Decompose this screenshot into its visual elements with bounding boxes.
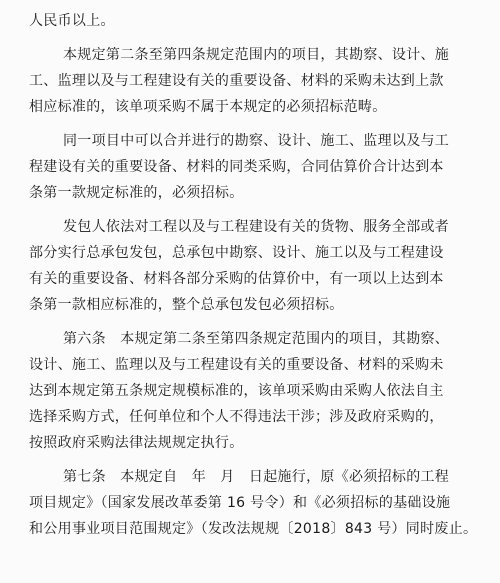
- paragraph-gap: [29, 120, 474, 128]
- paragraph-gap: [29, 456, 474, 464]
- text-line: 达到本规定第五条规定规模标准的，该单项采购由采购人依法自主: [29, 383, 444, 399]
- paragraph-article-7: [29, 464, 478, 542]
- text-line: 本规定第二条至第四条规定范围内的项目，其勘察、设计、施: [63, 47, 450, 63]
- text-line: 设计、施工、监理以及与工程建设有关的重要设备、材料的采购未: [29, 357, 444, 373]
- text-line: 发包人依法对工程以及与工程建设有关的货物、服务全部或者: [63, 219, 450, 235]
- text-line: 程建设有关的重要设备、材料的同类采购，合同估算价合计达到本: [29, 159, 444, 175]
- paragraph-article-5-clause-3: [29, 128, 474, 206]
- text-line: 相应标准的，该单项采购不属于本规定的必须招标范畴。: [29, 99, 387, 115]
- text-line: 部分实行总承包发包，总承包中勘察、设计、施工以及与工程建设: [29, 245, 444, 261]
- text-line: 选择采购方式，任何单位和个人不得违法干涉；涉及政府采购的，: [29, 409, 444, 425]
- paragraph-continuation: [29, 8, 474, 34]
- paragraph-article-6: [29, 326, 474, 456]
- text-line: 条第一款规定标准的，必须招标。: [29, 185, 244, 201]
- paragraph-gap: [29, 206, 474, 214]
- text-line: 第七条 本规定自 年 月 日起施行，原《必须招标的工程: [63, 469, 450, 485]
- paragraph-article-5-clause-4: [29, 214, 474, 318]
- text-line: 人民币以上。: [29, 13, 115, 29]
- text-line: 第六条 本规定第二条至第四条规定范围内的项目，其勘察、: [63, 331, 450, 347]
- text-line: 项目规定》（国家发展改革委第 16 号令）和《必须招标的基础设施: [29, 495, 451, 511]
- text-line: 同一项目中可以合并进行的勘察、设计、施工、监理以及与工: [63, 133, 450, 149]
- paragraph-gap: [29, 34, 474, 42]
- paragraph-gap: [29, 318, 474, 326]
- text-line: 和公用事业项目范围规定》（发改法规规〔2018〕843 号）同时废止。: [29, 521, 478, 537]
- text-line: 条第一款相应标准的，整个总承包发包必须招标。: [29, 297, 344, 313]
- text-line: 有关的重要设备、材料各部分采购的估算价中，有一项以上达到本: [29, 271, 444, 287]
- text-line: 工、监理以及与工程建设有关的重要设备、材料的采购未达到上款: [29, 73, 444, 89]
- text-line: 按照政府采购法律法规规定执行。: [29, 435, 244, 451]
- paragraph-article-5-clause-2: [29, 42, 474, 120]
